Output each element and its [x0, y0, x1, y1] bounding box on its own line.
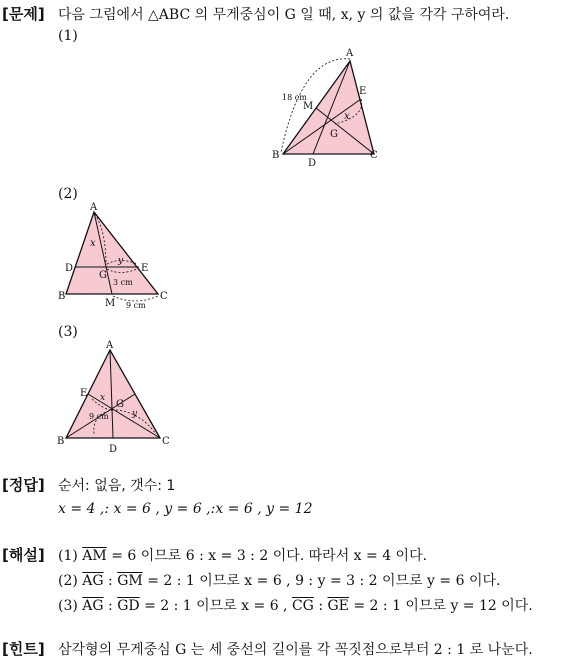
problem-question: 다음 그림에서 △ABC 의 무게중심이 G 일 때, x, y 의 값을 각각 구하여라. — [58, 7, 510, 23]
label-m: M — [105, 298, 116, 309]
label-e: E — [359, 86, 367, 97]
label-9cm: 9 cm — [89, 412, 109, 421]
label-c: C — [162, 436, 170, 447]
solution-line-2 — [58, 570, 500, 590]
label-c: C — [160, 291, 168, 302]
answer-values: x = 4 ,: x = 6 , y = 6 ,:x = 6 , y = 12 — [58, 501, 313, 517]
segment-gm: $\overline{GM}$ — [117, 573, 143, 589]
label-b: B — [272, 150, 280, 161]
segment-ag: $\overline{AG}$ — [82, 598, 104, 614]
label-x: x — [100, 393, 106, 403]
label-a: A — [346, 48, 354, 59]
label-b: B — [57, 436, 65, 447]
solution-line-3 — [58, 595, 533, 615]
answer-meta: 순서: 없음, 갯수: 1 — [58, 478, 176, 494]
label-d: D — [109, 444, 118, 455]
segment-am: $\overline{AM}$ — [82, 548, 107, 564]
solution-3-number: (3) — [58, 598, 78, 614]
label-e: E — [80, 388, 88, 399]
triangle-abc — [66, 212, 158, 294]
item-1-number: (1) — [58, 28, 78, 44]
label-g: G — [116, 399, 124, 410]
segment-ag: $\overline{AG}$ — [82, 573, 104, 589]
ratio-colon: : — [313, 598, 328, 614]
solution-1-text: = 6 이므로 6 : x = 3 : 2 이다. 따라서 x = 4 이다. — [111, 548, 428, 564]
solution-2-text: = 2 : 1 이므로 x = 6 , 9 : y = 3 : 2 이므로 y = 6 이다. — [147, 573, 501, 589]
item-2-number: (2) — [58, 186, 78, 202]
segment-gd: $\overline{GD}$ — [117, 598, 140, 614]
segment-ge: $\overline{GE}$ — [327, 598, 349, 614]
label-length: 18 cm — [282, 93, 307, 102]
label-g: G — [99, 270, 107, 281]
label-a: A — [90, 202, 98, 213]
hint-tag: [힌트] — [2, 640, 45, 658]
problem-tag: [문제] — [2, 5, 45, 23]
solution-3-text: = 2 : 1 이므로 y = 12 이다. — [353, 598, 533, 614]
label-d: D — [308, 158, 317, 169]
solution-tag: [해설] — [2, 546, 45, 564]
figure-3-triangle — [56, 338, 176, 456]
ratio-colon: : — [103, 573, 118, 589]
figure-1-triangle — [266, 44, 386, 170]
label-x: x — [344, 111, 350, 122]
label-y: y — [132, 409, 138, 419]
label-d: D — [65, 263, 74, 274]
label-g: G — [330, 129, 338, 140]
figure-2-triangle — [60, 202, 176, 314]
label-m: M — [303, 101, 314, 112]
label-b: B — [58, 291, 66, 302]
label-y: y — [118, 256, 124, 266]
solution-2-number: (2) — [58, 573, 78, 589]
ratio-colon: : — [103, 598, 118, 614]
segment-cg: $\overline{CG}$ — [291, 598, 314, 614]
label-x: x — [90, 238, 96, 249]
label-c: C — [370, 150, 378, 161]
label-9cm: 9 cm — [126, 301, 146, 310]
label-e: E — [141, 263, 149, 274]
item-3-number: (3) — [58, 324, 78, 340]
hint-text: 삼각형의 무게중심 G 는 세 중선의 길이를 각 꼭짓점으로부터 2 : 1 로 나눈다. — [58, 642, 533, 658]
solution-1-number: (1) — [58, 548, 78, 564]
triangle-abc — [283, 61, 374, 154]
solution-line-1 — [58, 545, 427, 565]
label-3cm: 3 cm — [113, 278, 133, 287]
solution-3-mid: = 2 : 1 이므로 x = 6 , — [144, 598, 292, 614]
label-a: A — [106, 340, 114, 351]
answer-tag: [정답] — [2, 476, 45, 494]
